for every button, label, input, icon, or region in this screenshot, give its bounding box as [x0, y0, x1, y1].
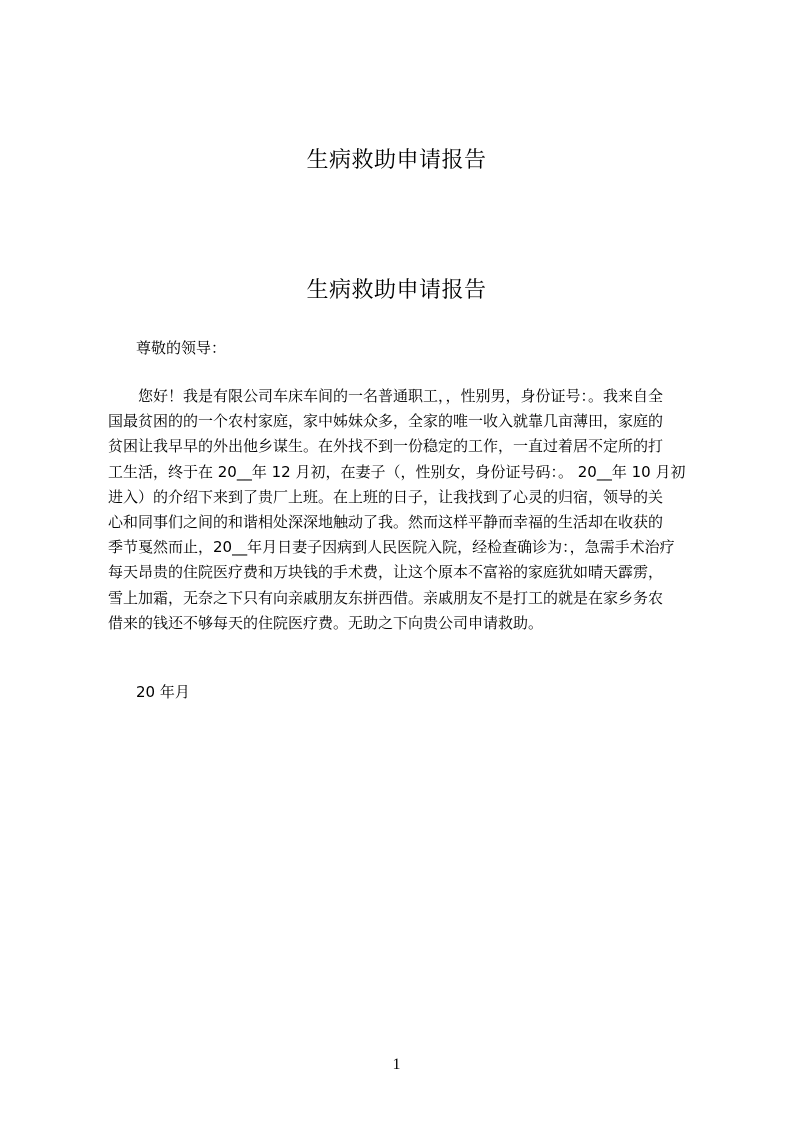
body-line: 您好！我是有限公司车床车间的一名普通职工，，性别男，身份证号：。我来自全: [138, 387, 664, 405]
page-title-main: 生病救助申请报告: [306, 278, 487, 303]
body-line: 季节戛然而止，20__年月日妻子因病到人民医院入院，经检查确诊为：，急需手术治疗: [108, 538, 675, 557]
page-number: 1: [392, 1056, 401, 1073]
body-line: 贫困让我早早的外出他乡谋生。在外找不到一份稳定的工作，一直过着居不定所的打: [108, 437, 664, 456]
page-title-top: 生病救助申请报告: [306, 148, 487, 173]
body-line: 心和同事们之间的和谐相处深深地触动了我。然而这样平静而幸福的生活却在收获的: [108, 512, 664, 531]
body-line: 雪上加霜，无奈之下只有向亲戚朋友东拼西借。亲戚朋友不是打工的就是在家乡务农: [108, 588, 664, 607]
salutation: 尊敬的领导：: [136, 339, 227, 357]
body-line: 国最贫困的的一个农村家庭，家中姊妹众多，全家的唯一收入就靠几亩薄田，家庭的: [108, 412, 664, 431]
body-line: 工生活，终于在 20__年 12 月初，在妻子（，性别女，身份证号码：。 20__年 10 月初: [108, 462, 686, 481]
date-line: 20 年月: [136, 683, 190, 701]
body-paragraph: [108, 384, 698, 636]
body-line: 借来的钱还不够每天的住院医疗费。无助之下向贵公司申请救助。: [108, 613, 544, 632]
body-line: 进入）的介绍下来到了贵厂上班。在上班的日子，让我找到了心灵的归宿，领导的关: [108, 487, 664, 506]
body-line: 每天昂贵的住院医疗费和万块钱的手术费，让这个原本不富裕的家庭犹如晴天霹雳，: [108, 563, 664, 582]
